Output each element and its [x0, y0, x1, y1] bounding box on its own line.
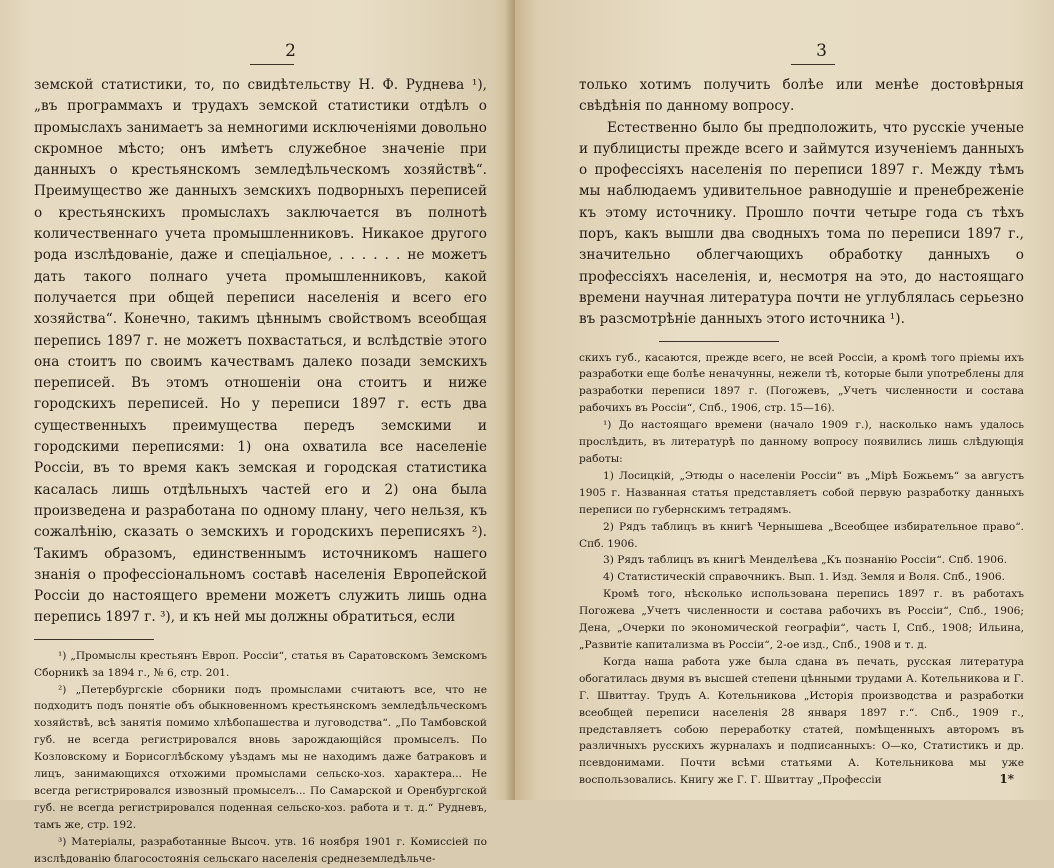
right-footnotes — [579, 350, 1024, 790]
gutter-shadow — [505, 0, 515, 800]
footnote: ¹) До настоящаго времени (начало 1909 г.), насколько намъ удалось прослѣдить, въ литературѣ по данному вопросу появились лишь слѣдующія работы: — [579, 419, 1024, 465]
left-page — [0, 0, 515, 865]
footnote: скихъ губ., касаются, прежде всего, не всей Россіи, а кромѣ того пріемы ихъ разработки еще болѣе неначунны, нежели тѣ, которые были употреблены для разработки переписи 1897 г. (Погожевъ, „Учетъ численности и состава рабочихъ въ Россіи“, Спб., 1906, стр. 15—16). — [579, 351, 1024, 415]
left-body-text — [34, 75, 487, 629]
footnote: Кромѣ того, нѣсколько использована перепись 1897 г. въ работахъ Погожева „Учетъ численности и состава рабочихъ въ Россіи“, Спб., 1906; Дена, „Очерки по экономической географіи“, часть I, Спб., 1908; Ильина, „Развитіе капитализма въ Россіи“, 2-ое изд., Спб., 1908 и т. д. — [579, 588, 1024, 651]
signature-mark: 1* — [999, 772, 1014, 786]
body-paragraph: только хотимъ получить болѣе или менѣе достовѣрныя свѣдѣнія по данному вопросу. — [579, 77, 1024, 115]
footnote: 1) Лосицкій, „Этюды о населеніи Россіи“ въ „Мірѣ Божьемъ“ за августъ 1905 г. Названная статья представляетъ собой первую разработку данныхъ переписи по губернскимъ тетрадямъ. — [579, 469, 1024, 516]
footnote-rule — [659, 341, 779, 342]
footnote: 4) Статистическій справочникъ. Вып. 1. Изд. Земля и Воля. Спб., 1906. — [603, 571, 1005, 584]
footnote: ¹) „Промыслы крестьянъ Европ. Россіи“, статья въ Саратовскомъ Земскомъ Сборникѣ за 1894 г., № 6, стр. 201. — [34, 649, 487, 679]
body-paragraph: Естественно было бы предположить, что русскіе ученые и публицисты прежде всего и займутся изученіемъ данныхъ о профессіяхъ населенія по переписи 1897 г. Между тѣмъ мы наблюдаемъ удивительное равнодушіе и пренебреженіе къ этому источнику. Прошло почти четыре года съ тѣхъ поръ, какъ вышли два сводныхъ тома по переписи 1897 г., значительно облегчающихъ обработку данныхъ о профессіяхъ населенія, и, несмотря на это, до настоящаго времени научная литература почти не углублялась серьезно въ разсмотрѣніе данныхъ этого источника ¹). — [579, 119, 1024, 328]
footnote: ³) Матеріалы, разработанные Высоч. утв. 16 ноября 1901 г. Комиссіей по изслѣдованію благосостоянія сельскаго населенія среднеземледѣльче- — [34, 835, 487, 865]
right-body-text — [579, 75, 1024, 331]
footnote-rule — [34, 639, 154, 640]
page-number-left: 2 — [285, 41, 296, 61]
footnote: ²) „Петербургскіе сборники подъ промыслами считаютъ все, что не подходитъ подъ понятіе объ обыкновенномъ крестьянскомъ земледѣльческомъ хозяйствѣ, всѣ занятія помимо хлѣбопашества и луговодства“. „По Тамбовской губ. не всегда регистрировался вновь зарождающійся промыселъ. По Козловскому и Борисоглѣбскому уѣздамъ мы не находимъ даже батраковъ и лицъ, занимающихся отхожими промыслами сельско-хоз. характера... Не всегда регистрировался извозный промыселъ... По Самарской и Оренбургской губ. не всегда регистрировался поденная сельско-хоз. работа и т. д.“ Рудневъ, тамъ же, стр. 192. — [34, 683, 487, 831]
page-number-right: 3 — [816, 41, 827, 61]
body-paragraph: земской статистики, то, по свидѣтельству Н. Ф. Руднева ¹), „въ программахъ и трудахъ земской статистики отдѣлъ о промыслахъ занимаетъ за немногими исключеніями довольно скромное мѣсто; онъ имѣетъ служебное значеніе при данныхъ о крестьянскомъ земледѣльческомъ хозяйствѣ“. Преимущество же данныхъ земскихъ подворныхъ переписей о крестьянскихъ промыслахъ заключается въ полнотѣ количественнаго учета промышленниковъ. Никакое другого рода изслѣдованіе, даже и спеціальное, . . . . . . не можетъ дать такого полнаго учета промышленниковъ, какой получается при общей переписи населенія и всего его хозяйства“. Конечно, такимъ цѣннымъ свойствомъ всеобщая перепись 1897 г. не можетъ похвастаться, и вслѣдствіе этого она стоитъ по своимъ качествамъ далеко позади земскихъ переписей. Въ этомъ отношеніи она стоитъ и ниже городскихъ переписей. Но у переписи 1897 г. есть два существенныхъ преимущества передъ земскими и городскими переписями: 1) она охватила все населеніе Россіи, въ то время какъ земская и городская статистика касалась лишь отдѣльныхъ частей его и 2) она была произведена и разработана по одному плану, чего нельзя, къ сожалѣнію, сказать о земскихъ и городскихъ переписяхъ ²). Такимъ образомъ, единственнымъ источникомъ нашего знанія о профессіональномъ составѣ населенія Европейской Россіи до настоящего времени можетъ служить лишь одна перепись 1897 г. ³), и къ ней мы должны обратиться, если — [34, 77, 487, 626]
footnote: 2) Рядъ таблицъ въ книгѣ Чернышева „Всеобщее избирательное право“. Спб. 1906. — [579, 520, 1024, 550]
footnote: Когда наша работа уже была сдана въ печать, русская литература обогатилась двумя въ высшей степени цѣнными трудами А. Котельникова и Г. Г. Швиттау. Трудъ А. Котельникова „Исторія производства и разработки всеобщей переписи населенія 28 января 1897 г.“. Спб., 1909 г., представляетъ собою переработку статей, помѣщенныхъ авторомъ въ различныхъ русскихъ журналахъ и подписанныхъ: О—ко, Статистикъ и др. псевдонимами. Почти всѣми статьями А. Котельникова мы уже воспользовались. Книгу же Г. Г. Швиттау „Профессіи — [579, 655, 1024, 787]
right-page — [515, 0, 1054, 800]
left-footnotes — [34, 648, 487, 868]
header-rule — [791, 64, 835, 65]
header-rule — [250, 64, 294, 65]
footnote: 3) Рядъ таблицъ въ книгѣ Менделѣева „Къ познанію Россіи“. Спб. 1906. — [603, 554, 1008, 567]
